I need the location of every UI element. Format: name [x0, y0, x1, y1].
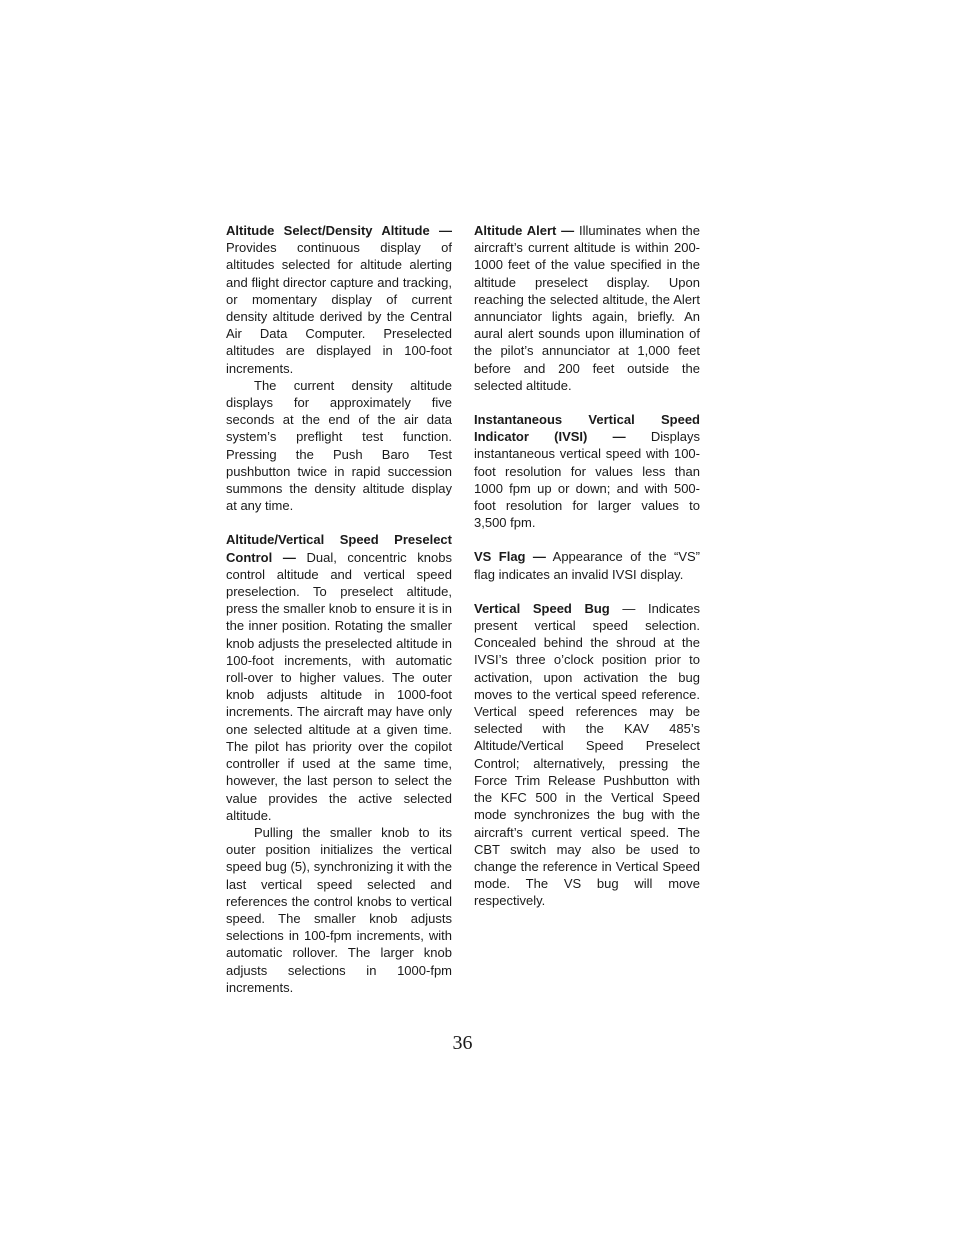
entry-term: Altitude Alert —	[474, 223, 575, 238]
entry-vertical-speed-bug	[474, 600, 700, 910]
entry-term: Instantaneous Vertical Speed Indicator (IVSI) —	[474, 412, 700, 445]
entry-text: Displays instantaneous vertical speed with 100-foot resolution for values less than 1000 fpm up or down; and with 500-foot resolution for larger values to 3,500 fpm.	[474, 429, 700, 531]
entry-paragraph: Pulling the smaller knob to its outer position initializes the vertical speed bug (5), synchronizing it with the last vertical speed selected and references the control knobs to vertical speed. The smaller knob adjusts selections in 100-fpm increments, with automatic rollover. The larger knob adjusts selections in 1000-fpm increments.	[226, 824, 452, 995]
entry-term: VS Flag —	[474, 549, 546, 565]
entry-altitude-vertical-speed-preselect-control	[226, 531, 452, 995]
entry-text: Illuminates when the aircraft’s current altitude is within 200-1000 feet of the value specified in the altitude preselect display. Upon reaching the selected altitude, the Alert annunciator lights again, briefly. An aural alert sounds upon illumination of the pilot’s annunciator at 1,000 feet before and 200 feet outside the selected altitude.	[474, 223, 700, 393]
entry-paragraph: The current density altitude displays for approximately five seconds at the end of the air data system’s preflight test function. Pressing the Push Baro Test pushbutton twice in rapid succession summons the density altitude display at any time.	[226, 377, 452, 514]
entry-altitude-select-density-altitude	[226, 222, 452, 514]
page-number: 36	[452, 1032, 473, 1054]
entry-term: Altitude Select/Density Altitude —	[226, 223, 452, 238]
entry-paragraph	[474, 411, 700, 531]
left-column	[226, 222, 452, 1013]
entry-term: Vertical Speed Bug	[474, 600, 610, 616]
entry-paragraph	[226, 222, 452, 377]
entry-altitude-alert	[474, 222, 700, 394]
entry-paragraph	[474, 222, 700, 394]
entry-vs-flag	[474, 548, 700, 582]
entry-text: — Indicates present vertical speed selection. Concealed behind the shroud at the IVSI’s three o’clock position prior to activation, upon activation the bug moves to the vertical speed reference. Vertical speed references may be selected with the KAV 485’s Altitude/Vertical Speed Preselect Control; alternatively, pressing the Force Trim Release Pushbutton with the KFC 500 in the Vertical Speed mode synchronizes the bug with the aircraft’s current vertical speed. The CBT switch may also be used to change the reference in Vertical Speed mode. The VS bug will move respectively.	[474, 600, 700, 909]
entry-paragraph	[474, 548, 700, 582]
entry-ivsi	[474, 411, 700, 531]
entry-text: Dual, concentric knobs control altitude and vertical speed preselection. To preselect altitude, press the smaller knob to ensure it is in the inner position. Rotating the smaller knob adjusts the preselected altitude in 100-foot increments, with automatic roll-over to higher values. The outer knob adjusts altitude in 1000-foot increments. The aircraft may have only one selected altitude at a given time. The pilot has priority over the copilot controller if used at the same time, however, the last person to select the value provides the active selected altitude.	[226, 549, 452, 823]
entry-text: Provides continuous display of altitudes selected for altitude alerting and flight director capture and tracking, or momentary display of current density altitude derived by the Central Air Data Computer. Preselected altitudes are displayed in 100-foot increments.	[226, 240, 452, 376]
entry-text: Appearance of the “VS” flag indicates an invalid IVSI display.	[474, 549, 700, 582]
entry-paragraph	[474, 600, 700, 910]
entry-term: Altitude/Vertical Speed Preselect Control —	[226, 532, 452, 565]
right-column	[474, 222, 700, 927]
entry-paragraph	[226, 531, 452, 823]
